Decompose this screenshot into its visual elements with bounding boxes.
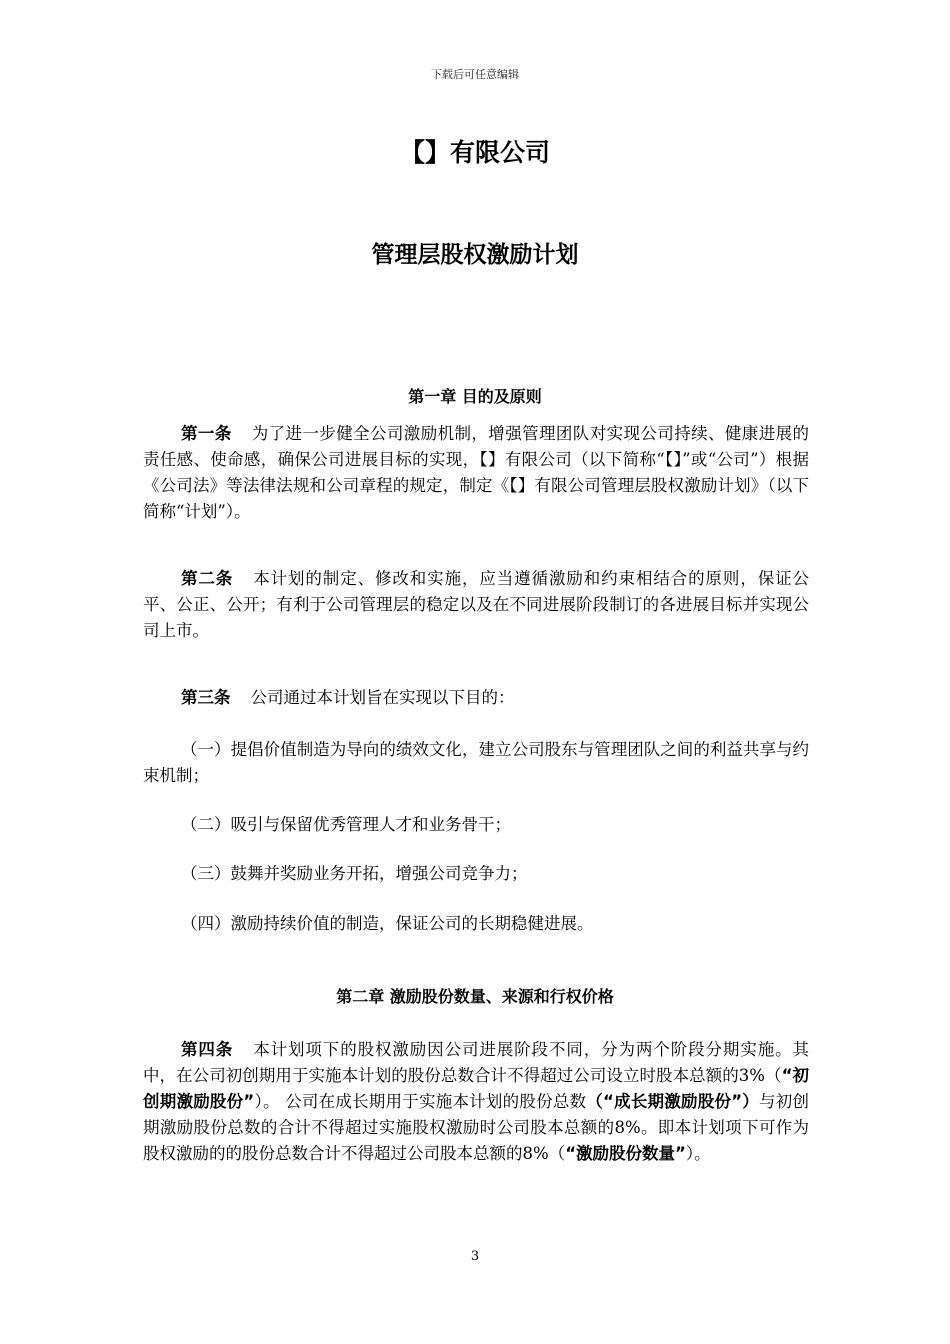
article-1-label: 第一条 (181, 424, 232, 443)
article-4-text-a: 本计划项下的股权激励因公司进展阶段不同，分为两个阶段分期实施。其中，在公司初创期用于实施本计划的股份总数合计不得超过公司设立时股本总额的3%（ (143, 1040, 810, 1085)
article-4-text-c: 与初创期激励股份总数的合计不得超过实施股权激励时公司股本总额的8%。即本计划项下可作为股权激励的的股份总数合计不得超过公司股本总额的8%（ (143, 1092, 809, 1163)
list-item: （四）激励持续价值的制造，保证公司的长期稳健进展。 (181, 914, 594, 933)
article-2 (143, 566, 809, 644)
company-title: 【】有限公司 (399, 138, 550, 167)
article-2-text: 本计划的制定、修改和实施，应当遵循激励和约束相结合的原则，保证公平、公正、公开；有利于公司管理层的稳定以及在不同进展阶段制订的各进展目标并实现公司上市。 (143, 569, 810, 640)
term-incentive-share-quantity: “激励股份数量” (565, 1144, 686, 1163)
term-growth-shares: （“成长期激励股份”） (586, 1092, 760, 1111)
chapter-1-heading: 第一章 目的及原则 (408, 387, 542, 406)
header-note: 下载后可任意编辑 (431, 68, 519, 81)
list-item: （一）提倡价值制造为导向的绩效文化，建立公司股东与管理团队之间的利益共享与约束机制； (143, 740, 809, 785)
page-number: 3 (470, 1249, 480, 1264)
article-4 (143, 1037, 809, 1167)
article-1-text: 为了进一步健全公司激励机制，增强管理团队对实现公司持续、健康进展的责任感、使命感，确保公司进展目标的实现，【】有限公司（以下简称“【】”或“公司”）根据《公司法》等法律法规和公司章程的规定，制定《【】有限公司管理层股权激励计划》（以下简称“计划”）。 (143, 424, 810, 521)
plan-title: 管理层股权激励计划 (371, 242, 579, 268)
article-4-text-b: ）。 公司在成长期用于实施本计划的股份总数 (254, 1092, 587, 1111)
list-item: （二）吸引与保留优秀管理人才和业务骨干； (181, 815, 511, 834)
article-4-text-d: ）。 (685, 1144, 711, 1163)
article-1 (143, 421, 809, 525)
article-3-text: 公司通过本计划旨在实现以下目的： (250, 688, 515, 707)
term-startup-shares: “初创期激励股份” (143, 1066, 809, 1111)
article-3-label: 第三条 (181, 688, 231, 707)
article-3 (143, 685, 809, 711)
article-4-label: 第四条 (181, 1040, 234, 1059)
list-item: （三）鼓舞并奖励业务开拓，增强公司竞争力； (181, 864, 528, 883)
chapter-2-heading: 第二章 激励股份数量、来源和行权价格 (336, 987, 614, 1006)
article-2-label: 第二条 (181, 569, 234, 588)
